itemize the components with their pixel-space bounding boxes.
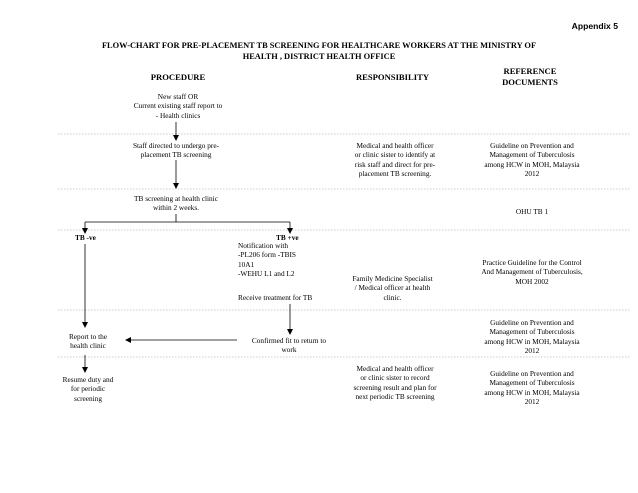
reference-guideline-1: Guideline on Prevention and Management of Tuberculosis among HCW in MOH, Malaysia 2012 [484, 141, 580, 178]
responsibility-specialist: Family Medicine Specialist / Medical officer at health clinic. [352, 274, 433, 302]
step-tb-screening: TB screening at health clinic within 2 weeks. [134, 194, 218, 213]
step-directed-screening: Staff directed to undergo pre- placement TB screening [132, 141, 220, 160]
reference-ohu-tb1: OHU TB 1 [515, 207, 549, 216]
step-new-staff: New staff OR Current existing staff report to - Health clinics [133, 92, 223, 120]
responsibility-record: Medical and health officer or clinic sister to record screening result and plan for next periodic TB screening [353, 364, 437, 401]
reference-guideline-3: Guideline on Prevention and Management of Tuberculosis among HCW in MOH, Malaysia 2012 [484, 369, 580, 406]
step-receive-treatment: Receive treatment for TB [238, 293, 313, 302]
appendix-label: Appendix 5 [571, 21, 618, 31]
reference-practice-guideline: Practice Guideline for the Control And Management of Tuberculosis, MOH 2002 [481, 258, 583, 286]
result-tb-negative: TB -ve [75, 233, 96, 242]
procedure-header: PROCEDURE [150, 72, 206, 82]
step-resume-duty: Resume duty and for periodic screening [62, 375, 114, 403]
result-tb-positive: TB +ve [276, 233, 299, 242]
step-confirmed-fit: Confirmed fit to return to work [251, 336, 327, 355]
step-notification: Notification with -PL206 form -TBIS 10A1 -WEHU L1 and L2 [238, 241, 296, 278]
reference-header: REFERENCE DOCUMENTS [502, 66, 558, 87]
reference-guideline-2: Guideline on Prevention and Management of Tuberculosis among HCW in MOH, Malaysia 2012 [484, 318, 580, 355]
responsibility-identify: Medical and health officer or clinic sister to identify at risk staff and direct for pre- placement TB screening. [354, 141, 436, 178]
responsibility-header: RESPONSIBILITY [355, 72, 430, 82]
step-report-clinic: Report to the health clinic [68, 332, 108, 351]
page-title: FLOW-CHART FOR PRE-PLACEMENT TB SCREENING FOR HEALTHCARE WORKERS AT THE MINISTRY OF HEALTH , DISTRICT HEALTH OFFICE [101, 41, 537, 61]
